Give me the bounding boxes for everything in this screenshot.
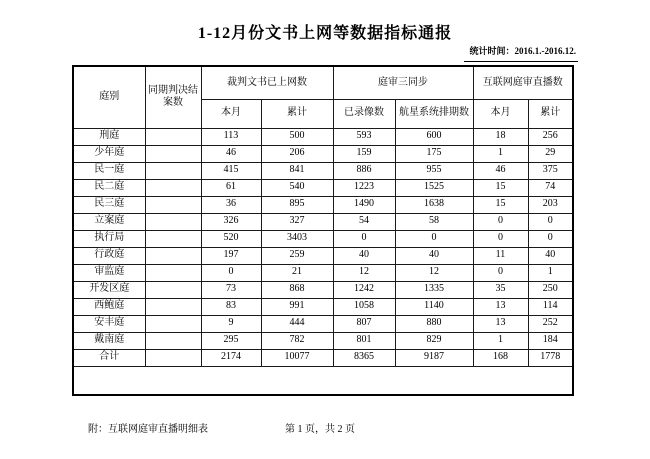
month-live-cell: 18	[473, 128, 528, 145]
cumulative-docs-cell: 259	[261, 247, 333, 264]
header-hangxing-scheduled: 航星系统排期数	[395, 99, 473, 128]
page-title: 1-12月份文书上网等数据指标通报	[197, 25, 453, 42]
same-period-cell	[145, 264, 201, 281]
court-name-cell: 安丰庭	[73, 315, 145, 332]
month-docs-cell: 113	[201, 128, 261, 145]
table-row	[73, 230, 573, 247]
empty-row	[73, 366, 573, 395]
cumulative-docs-cell: 841	[261, 162, 333, 179]
recorded-cell: 12	[333, 264, 395, 281]
same-period-cell	[145, 281, 201, 298]
month-docs-cell: 326	[201, 213, 261, 230]
month-live-cell: 168	[473, 349, 528, 366]
court-name-cell: 合计	[73, 349, 145, 366]
table-row	[73, 315, 573, 332]
month-docs-cell: 197	[201, 247, 261, 264]
recorded-cell: 807	[333, 315, 395, 332]
recorded-cell: 1490	[333, 196, 395, 213]
table-row	[73, 213, 573, 230]
header-same-period-closed: 同期判决结案数	[145, 66, 201, 128]
recorded-cell: 54	[333, 213, 395, 230]
table-row	[73, 298, 573, 315]
recorded-cell: 1242	[333, 281, 395, 298]
month-docs-cell: 46	[201, 145, 261, 162]
same-period-cell	[145, 315, 201, 332]
month-live-cell: 13	[473, 298, 528, 315]
month-live-cell: 0	[473, 264, 528, 281]
month-live-cell: 1	[473, 145, 528, 162]
month-docs-cell: 2174	[201, 349, 261, 366]
hangxing-cell: 829	[395, 332, 473, 349]
cumulative-docs-cell: 10077	[261, 349, 333, 366]
month-docs-cell: 36	[201, 196, 261, 213]
court-name-cell: 民三庭	[73, 196, 145, 213]
hangxing-cell: 1335	[395, 281, 473, 298]
header-cumulative-docs: 累计	[261, 99, 333, 128]
month-docs-cell: 415	[201, 162, 261, 179]
hangxing-cell: 1638	[395, 196, 473, 213]
hangxing-cell: 0	[395, 230, 473, 247]
table-row	[73, 247, 573, 264]
month-live-cell: 11	[473, 247, 528, 264]
header-month-docs: 本月	[201, 99, 261, 128]
month-live-cell: 13	[473, 315, 528, 332]
court-name-cell: 刑庭	[73, 128, 145, 145]
cumulative-live-cell: 250	[528, 281, 573, 298]
month-docs-cell: 61	[201, 179, 261, 196]
month-docs-cell: 0	[201, 264, 261, 281]
month-live-cell: 15	[473, 196, 528, 213]
recorded-cell: 8365	[333, 349, 395, 366]
court-name-cell: 少年庭	[73, 145, 145, 162]
month-live-cell: 0	[473, 230, 528, 247]
cumulative-docs-cell: 3403	[261, 230, 333, 247]
recorded-cell: 1223	[333, 179, 395, 196]
cumulative-docs-cell: 500	[261, 128, 333, 145]
hangxing-cell: 880	[395, 315, 473, 332]
cumulative-docs-cell: 444	[261, 315, 333, 332]
month-docs-cell: 9	[201, 315, 261, 332]
recorded-cell: 801	[333, 332, 395, 349]
table-row	[73, 196, 573, 213]
cumulative-live-cell: 74	[528, 179, 573, 196]
cumulative-docs-cell: 206	[261, 145, 333, 162]
hangxing-cell: 600	[395, 128, 473, 145]
table-row	[73, 179, 573, 196]
court-name-cell: 执行局	[73, 230, 145, 247]
hangxing-cell: 175	[395, 145, 473, 162]
attachment-note: 附：互联网庭审直播明细表	[88, 424, 208, 435]
court-name-cell: 戴南庭	[73, 332, 145, 349]
same-period-cell	[145, 128, 201, 145]
month-live-cell: 1	[473, 332, 528, 349]
same-period-cell	[145, 213, 201, 230]
recorded-cell: 0	[333, 230, 395, 247]
recorded-cell: 1058	[333, 298, 395, 315]
month-live-cell: 46	[473, 162, 528, 179]
cumulative-live-cell: 0	[528, 230, 573, 247]
month-docs-cell: 520	[201, 230, 261, 247]
report-table	[72, 65, 574, 396]
cumulative-live-cell: 1778	[528, 349, 573, 366]
month-docs-cell: 83	[201, 298, 261, 315]
header-month-live: 本月	[473, 99, 528, 128]
month-live-cell: 15	[473, 179, 528, 196]
same-period-cell	[145, 332, 201, 349]
cumulative-live-cell: 256	[528, 128, 573, 145]
month-live-cell: 0	[473, 213, 528, 230]
hangxing-cell: 58	[395, 213, 473, 230]
hangxing-cell: 955	[395, 162, 473, 179]
same-period-cell	[145, 179, 201, 196]
cumulative-live-cell: 114	[528, 298, 573, 315]
month-docs-cell: 295	[201, 332, 261, 349]
same-period-cell	[145, 196, 201, 213]
hangxing-cell: 1140	[395, 298, 473, 315]
same-period-cell	[145, 247, 201, 264]
table-row	[73, 349, 573, 366]
header-live-broadcast-group: 互联网庭审直播数	[473, 66, 573, 99]
same-period-cell	[145, 298, 201, 315]
same-period-cell	[145, 145, 201, 162]
recorded-cell: 593	[333, 128, 395, 145]
cumulative-live-cell: 203	[528, 196, 573, 213]
table-row	[73, 332, 573, 349]
court-name-cell: 民一庭	[73, 162, 145, 179]
hangxing-cell: 12	[395, 264, 473, 281]
cumulative-live-cell: 40	[528, 247, 573, 264]
cumulative-docs-cell: 540	[261, 179, 333, 196]
cumulative-docs-cell: 895	[261, 196, 333, 213]
cumulative-docs-cell: 327	[261, 213, 333, 230]
same-period-cell	[145, 162, 201, 179]
cumulative-live-cell: 375	[528, 162, 573, 179]
stats-time-label: 统计时间：2016.1.-2016.12.	[464, 44, 579, 62]
header-trial-sync-group: 庭审三同步	[333, 66, 473, 99]
table-row	[73, 145, 573, 162]
hangxing-cell: 40	[395, 247, 473, 264]
court-name-cell: 审监庭	[73, 264, 145, 281]
court-name-cell: 开发区庭	[73, 281, 145, 298]
cumulative-live-cell: 29	[528, 145, 573, 162]
page-indicator: 第 1 页，共 2 页	[285, 424, 355, 435]
court-name-cell: 行政庭	[73, 247, 145, 264]
cumulative-live-cell: 252	[528, 315, 573, 332]
cumulative-live-cell: 184	[528, 332, 573, 349]
cumulative-docs-cell: 991	[261, 298, 333, 315]
header-court: 庭别	[73, 66, 145, 128]
court-name-cell: 立案庭	[73, 213, 145, 230]
hangxing-cell: 9187	[395, 349, 473, 366]
court-name-cell: 西鲍庭	[73, 298, 145, 315]
table-row	[73, 264, 573, 281]
table-row	[73, 162, 573, 179]
court-name-cell: 民二庭	[73, 179, 145, 196]
recorded-cell: 886	[333, 162, 395, 179]
hangxing-cell: 1525	[395, 179, 473, 196]
cumulative-docs-cell: 21	[261, 264, 333, 281]
header-docs-online-group: 裁判文书已上网数	[201, 66, 333, 99]
cumulative-live-cell: 1	[528, 264, 573, 281]
header-cumulative-live: 累计	[528, 99, 573, 128]
same-period-cell	[145, 230, 201, 247]
recorded-cell: 40	[333, 247, 395, 264]
month-docs-cell: 73	[201, 281, 261, 298]
same-period-cell	[145, 349, 201, 366]
month-live-cell: 35	[473, 281, 528, 298]
empty-cell	[73, 366, 573, 395]
table-row	[73, 281, 573, 298]
recorded-cell: 159	[333, 145, 395, 162]
cumulative-live-cell: 0	[528, 213, 573, 230]
header-recorded-count: 已录像数	[333, 99, 395, 128]
table-row	[73, 128, 573, 145]
cumulative-docs-cell: 868	[261, 281, 333, 298]
cumulative-docs-cell: 782	[261, 332, 333, 349]
